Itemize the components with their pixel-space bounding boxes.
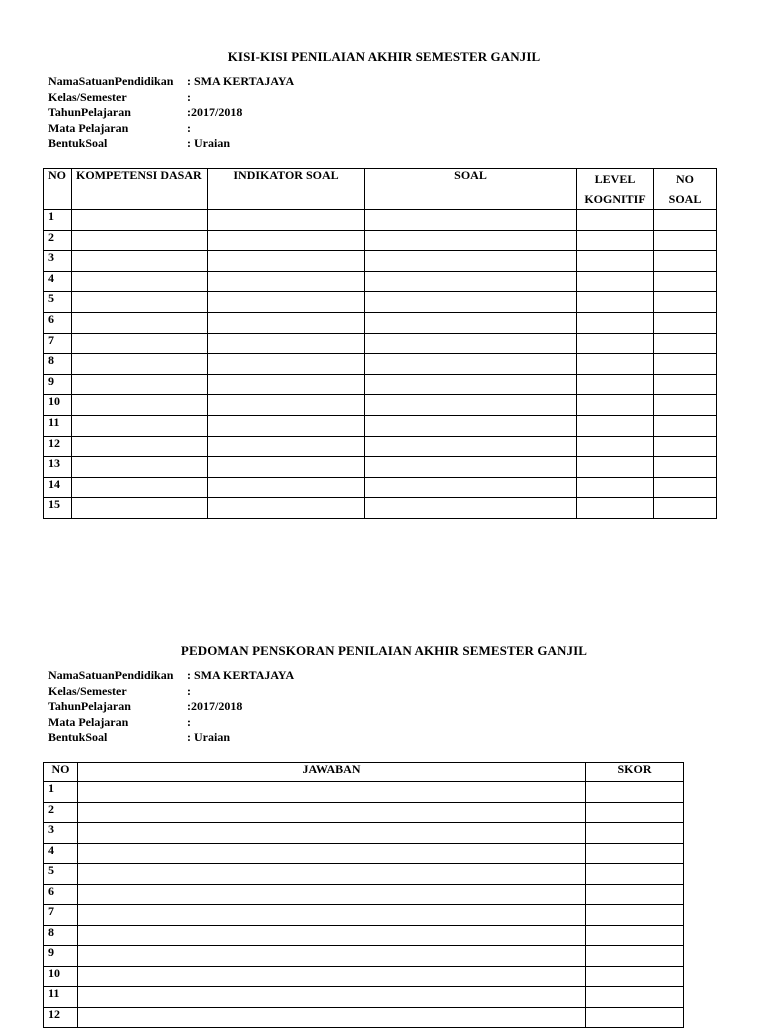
info-row [48,730,294,746]
empty-cell [586,987,684,1008]
row-number-cell: 11 [44,415,72,436]
empty-cell [365,374,577,395]
pedoman-table-row [44,782,684,803]
pedoman-table-row [44,802,684,823]
row-number-cell: 3 [44,251,72,272]
header-jawaban: JAWABAN [78,763,586,782]
header-indikator-soal: INDIKATOR SOAL [208,169,365,210]
info-value: : SMA KERTAJAYA [187,74,295,88]
empty-cell [586,1007,684,1028]
empty-cell [208,457,365,478]
empty-cell [72,210,208,231]
empty-cell [72,312,208,333]
empty-cell [365,415,577,436]
pedoman-table-row [44,905,684,926]
empty-cell [78,843,586,864]
info-value: : [187,120,191,135]
empty-cell [654,333,717,354]
empty-cell [586,864,684,885]
kisi-table-row [44,333,717,354]
empty-cell [577,477,654,498]
empty-cell [654,415,717,436]
row-number-cell: 4 [44,843,78,864]
pedoman-info-block [48,668,294,746]
kisi-title: KISI-KISI PENILAIAN AKHIR SEMESTER GANJIL [227,49,541,64]
empty-cell [365,210,577,231]
kisi-table-row [44,354,717,375]
empty-cell [654,251,717,272]
empty-cell [654,374,717,395]
kisi-header-row [44,169,717,210]
header-level-line1: LEVEL [594,172,636,186]
empty-cell [72,230,208,251]
info-row [48,74,294,90]
row-number-cell: 11 [44,987,78,1008]
empty-cell [208,395,365,416]
info-label: Kelas/Semester [48,89,127,104]
info-label: Kelas/Semester [48,683,127,698]
info-label: BentukSoal [48,136,108,150]
empty-cell [577,374,654,395]
empty-cell [365,312,577,333]
empty-cell [365,436,577,457]
row-number-cell: 7 [44,905,78,926]
empty-cell [654,457,717,478]
empty-cell [78,884,586,905]
empty-cell [208,230,365,251]
empty-cell [208,374,365,395]
info-label: BentukSoal [48,730,108,744]
row-number-cell: 8 [44,354,72,375]
pedoman-table-row [44,925,684,946]
info-label: TahunPelajaran [48,105,131,119]
empty-cell [72,251,208,272]
empty-cell [586,905,684,926]
row-number-cell: 8 [44,925,78,946]
info-row [48,699,294,715]
pedoman-table-row [44,823,684,844]
kisi-table-row [44,477,717,498]
empty-cell [72,292,208,313]
kisi-table-row [44,498,717,519]
row-number-cell: 12 [44,1007,78,1028]
empty-cell [365,333,577,354]
pedoman-table-row [44,987,684,1008]
empty-cell [72,436,208,457]
info-value: : Uraian [187,136,230,150]
kisi-table-row [44,395,717,416]
row-number-cell: 9 [44,946,78,967]
row-number-cell: 2 [44,802,78,823]
empty-cell [72,498,208,519]
pedoman-table-row [44,946,684,967]
info-value: : [187,683,191,698]
empty-cell [78,925,586,946]
info-label: TahunPelajaran [48,699,131,713]
empty-cell [654,230,717,251]
pedoman-header-row [44,763,684,782]
empty-cell [78,864,586,885]
header-nosoal-line1: NO [676,172,694,186]
kisi-table-row [44,292,717,313]
info-label: Mata Pelajaran [48,120,129,135]
empty-cell [654,498,717,519]
empty-cell [208,251,365,272]
empty-cell [654,436,717,457]
empty-cell [208,333,365,354]
info-value: : [187,714,191,729]
empty-cell [78,946,586,967]
empty-cell [365,477,577,498]
row-number-cell: 3 [44,823,78,844]
kisi-table-row [44,312,717,333]
empty-cell [586,966,684,987]
kisi-table-row [44,415,717,436]
row-number-cell: 6 [44,884,78,905]
empty-cell [577,354,654,375]
header-skor: SKOR [586,763,684,782]
kisi-table-row [44,436,717,457]
empty-cell [72,374,208,395]
empty-cell [365,251,577,272]
empty-cell [72,477,208,498]
empty-cell [654,292,717,313]
empty-cell [577,292,654,313]
info-row [48,668,294,684]
empty-cell [654,312,717,333]
empty-cell [365,230,577,251]
empty-cell [577,415,654,436]
info-value: :2017/2018 [187,105,243,119]
empty-cell [365,498,577,519]
row-number-cell: 13 [44,457,72,478]
empty-cell [586,823,684,844]
empty-cell [577,251,654,272]
empty-cell [586,782,684,803]
row-number-cell: 5 [44,292,72,313]
empty-cell [78,905,586,926]
pedoman-table [43,762,684,1028]
empty-cell [577,230,654,251]
empty-cell [72,271,208,292]
header-no-soal [654,169,717,210]
pedoman-title: PEDOMAN PENSKORAN PENILAIAN AKHIR SEMESTER GANJIL [180,643,588,658]
info-value: : SMA KERTAJAYA [187,668,295,682]
kisi-table-row [44,230,717,251]
info-label: Mata Pelajaran [48,714,129,729]
row-number-cell: 4 [44,271,72,292]
empty-cell [208,498,365,519]
info-label: NamaSatuanPendidikan [48,74,174,88]
empty-cell [577,312,654,333]
empty-cell [208,312,365,333]
info-value: :2017/2018 [187,699,243,713]
empty-cell [78,782,586,803]
kisi-table-row [44,271,717,292]
info-label: NamaSatuanPendidikan [48,668,174,682]
empty-cell [577,498,654,519]
pedoman-table-row [44,884,684,905]
empty-cell [577,271,654,292]
empty-cell [72,395,208,416]
info-row [48,684,294,700]
info-row [48,136,294,152]
info-row [48,90,294,106]
kisi-table-row [44,251,717,272]
empty-cell [78,802,586,823]
kisi-table-row [44,210,717,231]
empty-cell [208,354,365,375]
empty-cell [586,884,684,905]
empty-cell [365,292,577,313]
empty-cell [72,354,208,375]
empty-cell [72,415,208,436]
empty-cell [577,395,654,416]
empty-cell [577,333,654,354]
row-number-cell: 2 [44,230,72,251]
empty-cell [586,843,684,864]
pedoman-table-row [44,966,684,987]
header-nosoal-line2: SOAL [668,192,702,206]
empty-cell [654,395,717,416]
header-kompetensi-dasar: KOMPETENSI DASAR [72,169,208,210]
row-number-cell: 1 [44,210,72,231]
kisi-table-row [44,374,717,395]
pedoman-table-row [44,843,684,864]
empty-cell [577,210,654,231]
header-level-kognitif [577,169,654,210]
empty-cell [208,210,365,231]
empty-cell [654,477,717,498]
row-number-cell: 9 [44,374,72,395]
header-no: NO [44,169,72,210]
row-number-cell: 15 [44,498,72,519]
empty-cell [586,925,684,946]
empty-cell [78,1007,586,1028]
empty-cell [208,292,365,313]
kisi-info-block [48,74,294,152]
empty-cell [365,395,577,416]
info-row [48,105,294,121]
empty-cell [78,823,586,844]
empty-cell [365,354,577,375]
empty-cell [208,436,365,457]
empty-cell [208,415,365,436]
row-number-cell: 7 [44,333,72,354]
empty-cell [654,210,717,231]
row-number-cell: 10 [44,966,78,987]
row-number-cell: 14 [44,477,72,498]
empty-cell [577,436,654,457]
empty-cell [365,271,577,292]
pedoman-table-row [44,1007,684,1028]
empty-cell [72,333,208,354]
row-number-cell: 10 [44,395,72,416]
empty-cell [78,987,586,1008]
header-level-line2: KOGNITIF [584,192,646,206]
row-number-cell: 12 [44,436,72,457]
info-value: : [187,89,191,104]
empty-cell [365,457,577,478]
empty-cell [586,946,684,967]
header-soal: SOAL [365,169,577,210]
empty-cell [654,271,717,292]
empty-cell [72,457,208,478]
info-row [48,121,294,137]
empty-cell [208,477,365,498]
info-value: : Uraian [187,730,230,744]
row-number-cell: 5 [44,864,78,885]
empty-cell [577,457,654,478]
empty-cell [208,271,365,292]
empty-cell [586,802,684,823]
header-no: NO [44,763,78,782]
row-number-cell: 6 [44,312,72,333]
info-row [48,715,294,731]
pedoman-table-row [44,864,684,885]
kisi-table [43,168,717,519]
row-number-cell: 1 [44,782,78,803]
empty-cell [78,966,586,987]
kisi-table-row [44,457,717,478]
empty-cell [654,354,717,375]
